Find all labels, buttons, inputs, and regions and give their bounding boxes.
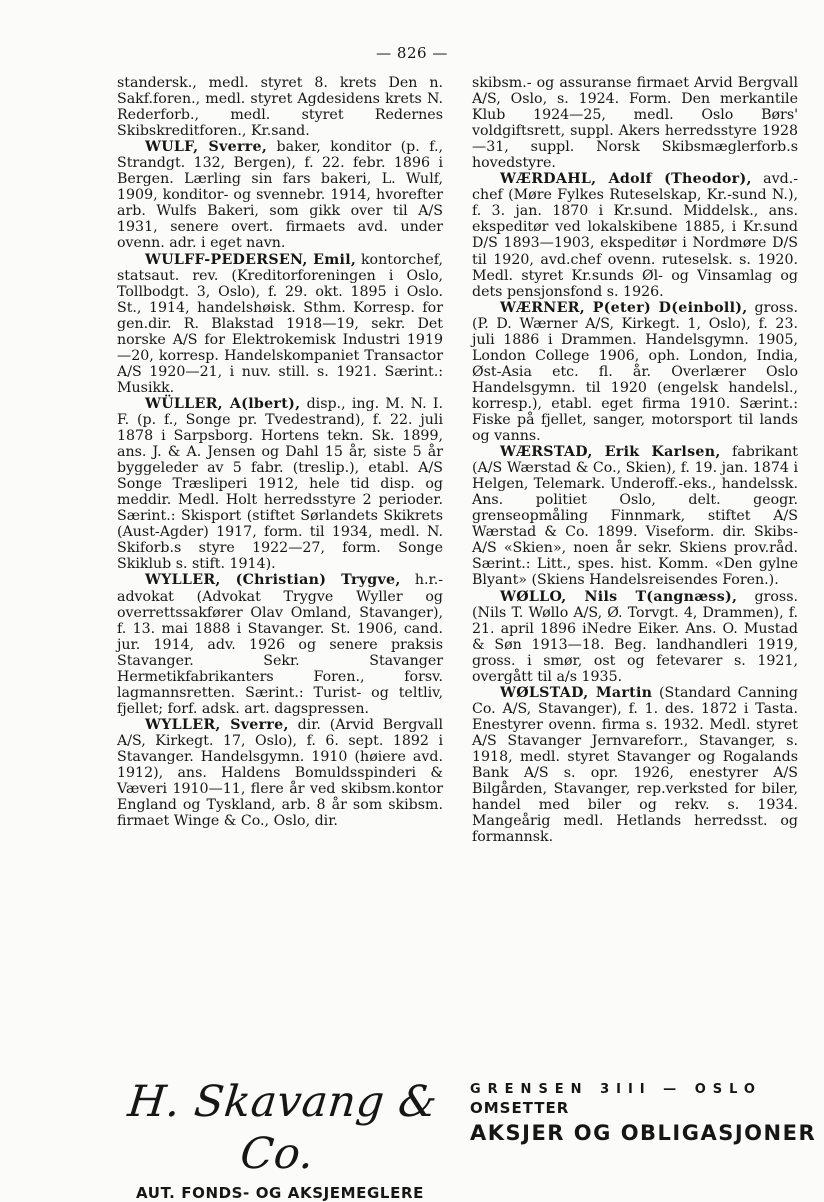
entry-text: standersk., medl. styret 8. krets Den n. Sakf.foren., medl. styret Agdesidens krets N. Rederforb., medl. styret Redernes Skibskreditforen., Kr.sand. xyxy=(117,75,443,140)
entry-name: WÆRDAHL, Adolf (Theodor), xyxy=(500,171,752,188)
entry-text: dir. (Arvid Bergvall A/S, Kirkegt. 17, Oslo), f. 6. sept. 1892 i Stavanger. Handelsgymn. 1910 (høiere avd. 1912), ans. Haldens Bomuldsspinderi & Væveri 1910—11, flere år ved skibsm.kontor England og Tyskland, arb. 8 år som skibsm. firmaet Winge & Co., Oslo, dir. xyxy=(117,716,443,830)
entry-name: WÆRSTAD, Erik Karlsen, xyxy=(500,444,721,461)
entry xyxy=(472,444,798,588)
entry-text: baker, konditor (p. f., Strandgt. 132, Bergen), f. 22. febr. 1896 i Bergen. Lærling sin fars bakeri, L. Wulf, 1909, konditor- og svennebr. 1914, hvorefter arb. Wulfs Bakeri, som gikk over til A/S 1931, senere overt. firmaets avd. under ovenn. adr. i eget navn. xyxy=(117,139,443,252)
entry-text: gross. (P. D. Wærner A/S, Kirkegt. 1, Oslo), f. 23. juli 1886 i Drammen. Handelsgymn. 1905, London College 1906, oph. London, India, Øst-Asia etc. fl. år. Overlærer Oslo Handelsgymn. til 1920 (engelsk handelsl., korresp.), etabl. eget firma 1910. Særint.: Fiske på fjellet, sanger, motorsport til lands og vanns. xyxy=(472,299,798,445)
entry-name: WYLLER, Sverre, xyxy=(145,716,289,733)
entry xyxy=(117,139,443,251)
ad-address: GRENSEN 3III — OSLO xyxy=(470,1082,762,1097)
entry xyxy=(117,717,443,829)
entry-text: kontorchef, statsaut. rev. (Kreditorforeningen i Oslo, Tollbodgt. 3, Oslo), f. 29. okt. 1895 i Oslo. St., 1914, handelshøisk. Sthm. Korresp. for gen.dir. R. Blakstad 1918—19, sekr. Det norske A/S for Elektrokemisk Industri 1919—20, korresp. Handelskompaniet Transactor A/S 1920—21, i nuv. still. s. 1921. Særint.: Musikk. xyxy=(117,251,443,396)
ad-omsetter: OMSETTER xyxy=(470,1099,570,1117)
entry-text: fabrikant (A/S Wærstad & Co., Skien), f. 19. jan. 1874 i Helgen, Telemark. Underoff.-eks., handelssk. Ans. politiet Oslo, delt. geogr. grenseopmåling Finnmark, stiftet A/S Wærstad & Co. 1899. Viseform. dir. Skibs-A/S «Skien», noen år sekr. Skiens prov.råd. Særint.: Litt., spes. hist. Komm. «Den gylne Blyant» (Skiens Handelsreisendes Foren.). xyxy=(472,444,798,589)
advertisement-skavang xyxy=(110,1076,450,1202)
entry-text: avd.-chef (Møre Fylkes Ruteselskap, Kr.-sund N.), f. 3. jan. 1870 i Kr.sund. Middelsk., ans. ekspeditør ved lokalskibene 1885, i Kr.sund D/S 1893—1903, ekspeditør i Nordmøre D/S til 1920, avd.chef ovenn. ruteselsk. s. 1920. Medl. styret Kr.sunds Øl- og Vinsamlag og dets pensjonsfond s. 1926. xyxy=(472,171,799,300)
entry-name: WYLLER, (Christian) Trygve, xyxy=(145,572,401,589)
entry-name: WØLLO, Nils T(angnæss), xyxy=(500,588,738,605)
advertisement-grensen xyxy=(470,1082,817,1145)
entry-continuation xyxy=(472,75,798,171)
entry xyxy=(472,589,798,685)
entry-name: WULF, Sverre, xyxy=(145,139,268,156)
ad-aksjer: AKSJER OG OBLIGASJONER xyxy=(470,1121,817,1145)
entry-name: WULFF-PEDERSEN, Emil, xyxy=(145,251,357,268)
ad-firm-name: H. Skavang & Co. xyxy=(125,1077,440,1179)
entry-text: h.r.-advokat (Advokat Trygve Wyller og overrettssakfører Olav Omland, Stavanger), f. 13. mai 1888 i Stavanger. St. 1906, cand. jur. 1914, adv. 1926 og senere praksis Stavanger. Sekr. Stavanger Hermetikfabrikanters Foren., forsv. lagmannsretten. Særint.: Turist- og teltliv, fjellet; forf. adsk. art. dagspressen. xyxy=(117,572,443,717)
entry-continuation xyxy=(117,75,443,139)
right-column xyxy=(472,75,798,845)
entry-text: skibsm.- og assuranse firmaet Arvid Bergvall A/S, Oslo, s. 1924. Form. Den merkantile Klub 1924—25, medl. Oslo Børs' voldgiftsrett, suppl. Akers herredsstyre 1928—31, suppl. Norsk Skibsmæglerforb.s hovedstyre. xyxy=(472,75,798,172)
entry xyxy=(117,572,443,716)
left-column xyxy=(117,75,443,829)
entry xyxy=(117,252,443,396)
entry-name: WÜLLER, A(lbert), xyxy=(145,395,301,412)
entry-text: (Standard Canning Co. A/S, Stavanger), f. 1. des. 1872 i Tasta. Enestyrer ovenn. firma s. 1932. Medl. styret A/S Stavanger Jernvareforr., Stavanger, s. 1918, medl. styret Stavanger og Rogalands Bank A/S s. opr. 1926, enestyrer A/S Bilgården, Stavanger, rep.verksted for biler, handel med biler og rekv. s. 1934. Mangeårig medl. Hetlands herredsst. og formannsk. xyxy=(472,684,798,846)
entry-text: disp., ing. M. N. I. F. (p. f., Songe pr. Tvedestrand), f. 22. juli 1878 i Sarpsborg. Hortens tekn. Sk. 1899, ans. J. & A. Jensen og Dahl 15 år, siste 5 år byggeleder av 5 fabr. (treslip.), etabl. A/S Songe Træsliperi 1912, hele tid disp. og meddir. Medl. Holt herredsstyre 2 perioder. Særint.: Skisport (stiftet Sørlandets Skikrets (Aust-Agder) 1917, form. til 1934, medl. N. Skiforb.s styre 1922—27, form. Songe Skiklub s. stift. 1914). xyxy=(117,395,444,573)
entry-text: gross. (Nils T. Wøllo A/S, Ø. Torvgt. 4, Drammen), f. 21. april 1896 iNedre Eiker. Ans. O. Mustad & Søn 1913—18. Beg. landhandleri 1919, gross. i smør, ost og fetevarer s. 1921, overgått til a/s 1935. xyxy=(472,588,798,685)
entry xyxy=(472,300,798,444)
entry-name: WÆRNER, P(eter) D(einboll), xyxy=(500,299,748,316)
ad-firm-subtitle: AUT. FONDS- OG AKSJEMEGLERE xyxy=(136,1184,424,1202)
page-number: — 826 — xyxy=(376,44,448,62)
entry xyxy=(472,171,798,299)
entry xyxy=(117,396,443,573)
entry xyxy=(472,685,798,845)
entry-name: WØLSTAD, Martin xyxy=(500,684,653,701)
